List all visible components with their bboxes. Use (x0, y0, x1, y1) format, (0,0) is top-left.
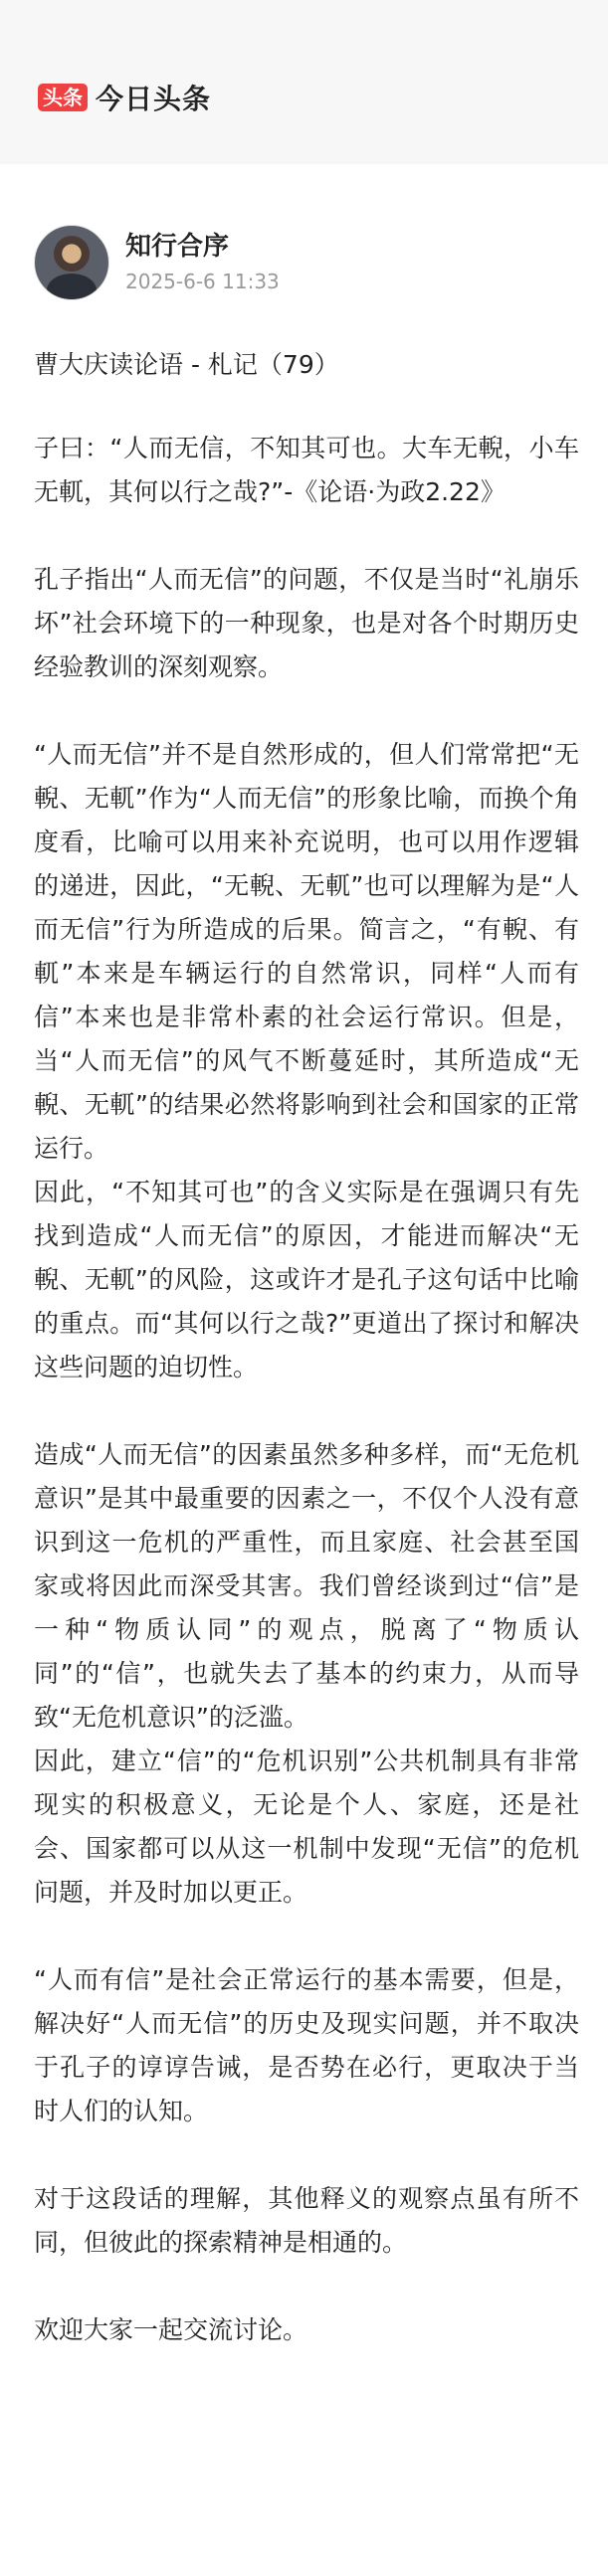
paragraph-7: 对于这段话的理解，其他释义的观察点虽有所不同，但彼此的探索精神是相通的。 (34, 2184, 579, 2257)
author-info (125, 229, 280, 296)
paragraph-5: 因此，建立“信”的“危机识别”公共机制具有非常现实的积极意义，无论是个人、家庭，还是社会、国家都可以从这一机制中发现“无信”的危机问题，并及时加以更正。 (34, 1747, 579, 1907)
paragraph-3: 因此，“不知其可也”的含义实际是在强调只有先找到造成“人而无信”的原因，才能进而解决“无輗、无軏”的风险，这或许才是孔子这句话中比喻的重点。而“其何以行之哉?”更道出了探讨和解决这些问题的迫切性。 (34, 1178, 579, 1381)
paragraph-2: “人而无信”并不是自然形成的，但人们常常把“无輗、无軏”作为“人而无信”的形象比喻，而换个角度看，比喻可以用来补充说明，也可以用作逻辑的递进，因此，“无輗、无軏”也可以理解为是“人而无信”行为所造成的后果。简言之，“有輗、有軏”本来是车辆运行的自然常识，同样“人而有信”本来也是非常朴素的社会运行常识。但是，当“人而无信”的风气不断蔓延时，其所造成“无輗、无軏”的结果必然将影响到社会和国家的正常运行。 (34, 740, 579, 1163)
app-name: 今日头条 (96, 83, 212, 115)
paragraph-6: “人而有信”是社会正常运行的基本需要，但是，解决好“人而无信”的历史及现实问题，并不取决于孔子的谆谆告诫，是否势在必行，更取决于当时人们的认知。 (34, 1965, 579, 2125)
paragraph-quote: 子曰：“人而无信，不知其可也。大车无輗，小车无軏，其何以行之哉?”-《论语·为政2.22》 (34, 434, 579, 506)
toutiao-logo-icon: 头条 (38, 84, 88, 111)
paragraph-1: 孔子指出“人而无信”的问题，不仅是当时“礼崩乐坏”社会环境下的一种现象，也是对各个时期历史经验教训的深刻观察。 (34, 565, 579, 681)
toutiao-brand[interactable] (38, 78, 211, 117)
author-name[interactable]: 知行合序 (125, 232, 230, 262)
paragraph-8: 欢迎大家一起交流讨论。 (34, 2315, 308, 2344)
article-title: 曹大庆读论语 - 札记（79） (34, 350, 339, 379)
publish-time: 2025-6-6 11:33 (125, 270, 280, 293)
author-block (34, 225, 280, 300)
article-body (34, 343, 579, 2352)
avatar[interactable] (34, 225, 109, 300)
app-header (0, 0, 608, 164)
paragraph-4: 造成“人而无信”的因素虽然多种多样，而“无危机意识”是其中最重要的因素之一，不仅个人没有意识到这一危机的严重性，而且家庭、社会甚至国家或将因此而深受其害。我们曾经谈到过“信”是一种“物质认同”的观点，脱离了“物质认同”的“信”，也就失去了基本的约束力，从而导致“无危机意识”的泛滥。 (34, 1440, 579, 1732)
